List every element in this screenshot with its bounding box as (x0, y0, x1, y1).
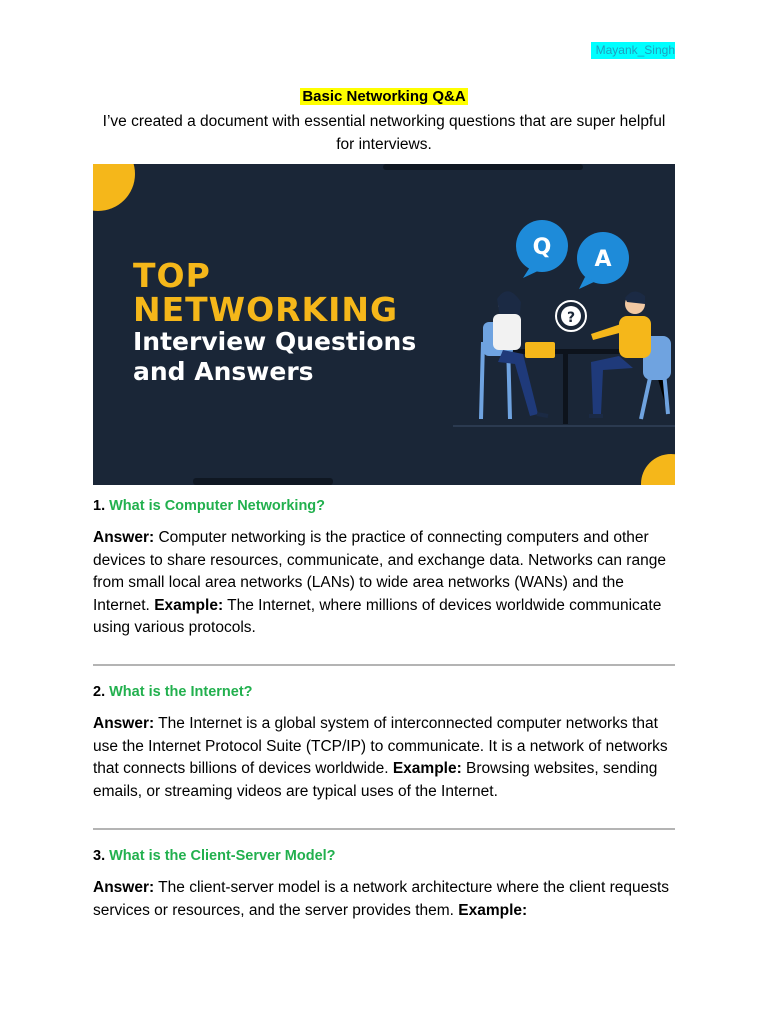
answer-2-label: Answer: (93, 715, 155, 732)
corner-circle-bottom-right (641, 454, 675, 485)
example-2-text: Browsing websites, sending emails, or streaming videos are typical uses of the Internet. (93, 760, 658, 800)
corner-circle-top-left (93, 164, 135, 211)
a-speech-bubble-icon (577, 232, 629, 289)
answer-2-paragraph (93, 713, 678, 803)
answer-3-paragraph (93, 877, 678, 922)
q-speech-bubble-icon (516, 220, 568, 278)
help-mark-label: ? (566, 310, 576, 326)
title-row (0, 87, 768, 106)
question-2-number: 2. (93, 684, 106, 700)
answer-1-text: Computer networking is the practice of connecting computers and other devices to share resources, communicate, and exchange data. Networks can range from small local area networks (LANs) to wide area networks (WANs) and the Internet. (93, 529, 666, 614)
question-3-text: What is the Client-Server Model? (109, 848, 336, 864)
answer-1-paragraph (93, 527, 678, 640)
banner-line-top: TOP (133, 256, 211, 295)
example-3-label: Example: (458, 901, 528, 919)
answer-1-label: Answer: (93, 529, 155, 546)
question-2-text: What is the Internet? (109, 684, 253, 700)
question-3-number: 3. (93, 848, 106, 864)
man-figure-illustration (589, 291, 671, 419)
question-3-heading (93, 846, 336, 866)
banner-line-networking: NETWORKING (133, 290, 399, 329)
banner-image (93, 164, 675, 485)
document-title: Basic Networking Q&A (302, 88, 466, 105)
bubble-q-label: Q (532, 235, 552, 260)
banner-line-answers: and Answers (133, 357, 314, 386)
answer-3-text: The client-server model is a network architecture where the client requests services or resources, and the server provides them. (93, 879, 670, 919)
question-1-text: What is Computer Networking? (109, 498, 326, 514)
divider-1 (93, 664, 675, 666)
author-tag: Mayank_Singh (591, 42, 675, 59)
bottom-tab-shape (193, 478, 333, 485)
top-tab-shape (383, 164, 583, 170)
question-1-heading (93, 496, 325, 516)
example-2-label: Example: (392, 760, 462, 777)
answer-3-label: Answer: (93, 879, 155, 896)
banner-headline (133, 256, 493, 387)
bubble-a-label: A (594, 247, 612, 272)
intro-text: I’ve created a document with essential networking questions that are super helpful for interviews. (102, 113, 666, 153)
example-1-label: Example: (154, 596, 224, 614)
question-1-number: 1. (93, 498, 106, 514)
question-2-heading (93, 682, 253, 702)
example-1-text: The Internet, where millions of devices worldwide communicate using various protocols. (93, 596, 662, 636)
banner-line-interview: Interview Questions (133, 327, 417, 356)
answer-2-text: The Internet is a global system of interconnected computer networks that use the Internet Protocol Suite (TCP/IP) to communicate. It is a network of networks that connects billions of devices worldwide. (93, 715, 668, 777)
divider-2 (93, 828, 675, 830)
question-mark-icon (556, 301, 586, 331)
